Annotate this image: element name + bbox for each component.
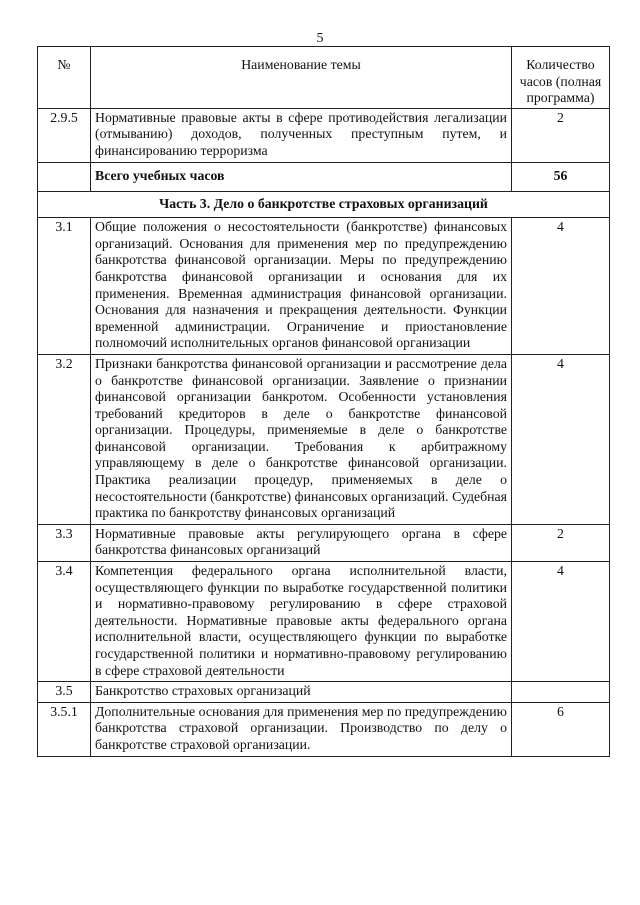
header-number: № [38,47,91,109]
table-row [38,108,610,162]
page-number: 5 [316,31,324,46]
row-topic: Нормативные правовые акты регулирующего органа в сфере банкротства финансовых организаций [91,524,512,561]
row-hours [512,682,610,703]
row-hours: 4 [512,354,610,524]
row-number [38,162,91,191]
row-topic: Дополнительные основания для применения мер по предупреждению банкротства страховой организации. Производство по делу о банкротстве страховой организации. [91,702,512,756]
row-number: 3.4 [38,562,91,682]
curriculum-table [37,46,610,757]
row-topic: Банкротство страховых организаций [91,682,512,703]
header-topic-title: Наименование темы [91,47,512,109]
table-row [38,524,610,561]
row-number: 3.3 [38,524,91,561]
table-row [38,218,610,355]
row-number: 3.2 [38,354,91,524]
row-number: 2.9.5 [38,108,91,162]
row-hours: 6 [512,702,610,756]
row-number: 3.1 [38,218,91,355]
row-hours: 2 [512,524,610,561]
row-topic: Общие положения о несостоятельности (банкротстве) финансовых организаций. Основания для применения мер по предупреждению банкротства финансовой организации. Меры по предупреждению банкротства финансовой организации и основания для их применения. Временная администрация финансовой организации. Основания для назначения и прекращения деятельности. Функции временной администрации. Ограничение и приостановление полномочий исполнительных органов финансовой организации [91,218,512,355]
row-number: 3.5 [38,682,91,703]
table-row [38,702,610,756]
row-topic: Нормативные правовые акты в сфере противодействия легализации (отмыванию) доходов, полученных преступным путем, и финансированию терроризма [91,108,512,162]
row-hours: 4 [512,562,610,682]
row-topic: Признаки банкротства финансовой организации и рассмотрение дела о банкротстве финансовой организации. Заявление о признании финансовой организации банкротом. Особенности установления требований кредиторов в деле о банкротстве финансовой организации. Процедуры, применяемые в деле о банкротстве финансовой организации. Требования к арбитражному управляющему в деле о банкротстве финансовой организации. Практика реализации процедур, применяемых в деле о несостоятельности (банкротстве) финансовых организаций. Судебная практика по банкротству финансовых организаций [91,354,512,524]
total-label: Всего учебных часов [91,162,512,191]
table-row [38,562,610,682]
table-header-row [38,47,610,109]
row-hours: 4 [512,218,610,355]
total-row [38,162,610,191]
section-row [38,191,610,218]
total-hours: 56 [512,162,610,191]
table-row [38,682,610,703]
row-hours: 2 [512,108,610,162]
row-number: 3.5.1 [38,702,91,756]
table-row [38,354,610,524]
header-hours: Количество часов (полная программа) [512,47,610,109]
section-title: Часть 3. Дело о банкротстве страховых организаций [38,191,610,218]
row-topic: Компетенция федерального органа исполнительной власти, осуществляющего функции по выработке государственной политики и нормативно-правовому регулированию в сфере страховой деятельности. Нормативные правовые акты федерального органа исполнительной власти, осуществляющего функции по выработке государственной политики и нормативно-правовому регулированию в сфере страховой деятельности [91,562,512,682]
